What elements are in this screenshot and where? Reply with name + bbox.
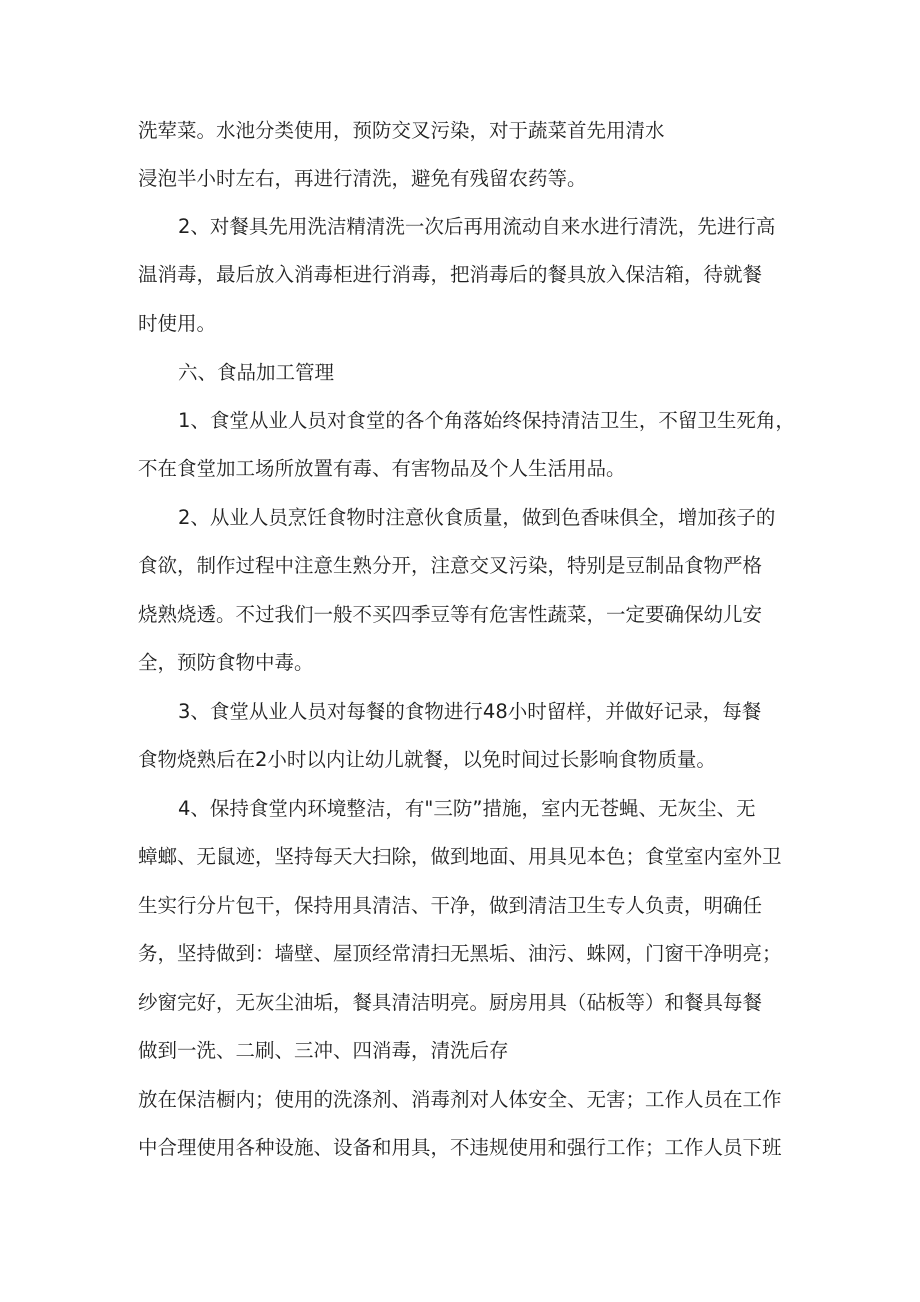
- text-line: 纱窗完好，无灰尘油垢，餐具清洁明亮。厨房用具（砧板等）和餐具每餐: [138, 991, 763, 1014]
- text-line: 务，坚持做到：墙壁、屋顶经常清扫无黑垢、油污、蛛网，门窗干净明亮；: [138, 942, 782, 965]
- text-line: 洗荤菜。水池分类使用，预防交叉污染，对于蔬菜首先用清水: [138, 119, 665, 142]
- text-line: 全，预防食物中毒。: [138, 651, 314, 674]
- text-line: 温消毒，最后放入消毒柜进行消毒，把消毒后的餐具放入保洁箱，待就餐: [138, 263, 763, 286]
- text-line: 食欲，制作过程中注意生熟分开，注意交叉污染，特别是豆制品食物严格: [138, 554, 763, 577]
- paragraph-start-line: 2、对餐具先用洗洁精清洗一次后再用流动自来水进行清洗，先进行高: [178, 215, 776, 238]
- text-line: 食物烧熟后在2小时以内让幼儿就餐，以免时间过长影响食物质量。: [138, 748, 716, 771]
- text-line: 蟑螂、无鼠迹，坚持每天大扫除，做到地面、用具见本色；食堂室内室外卫: [138, 845, 782, 868]
- text-line: 浸泡半小时左右，再进行清洗，避免有残留农药等。: [138, 167, 587, 190]
- text-line: 时使用。: [138, 312, 217, 335]
- text-line: 中合理使用各种设施、设备和用具，不违规使用和强行工作；工作人员下班: [138, 1136, 782, 1159]
- text-line: 不在食堂加工场所放置有毒、有害物品及个人生活用品。: [138, 457, 626, 480]
- paragraph-start-line: 3、食堂从业人员对每餐的食物进行48小时留样，并做好记录，每餐: [178, 700, 762, 723]
- text-line: 做到一洗、二刷、三冲、四消毒，清洗后存: [138, 1039, 509, 1062]
- paragraph-start-line: 1、食堂从业人员对食堂的各个角落始终保持清洁卫生，不留卫生死角，: [178, 409, 795, 432]
- section-heading: 六、食品加工管理: [178, 361, 335, 384]
- paragraph-start-line: 4、保持食堂内环境整洁，有"三防”措施，室内无苍蝇、无灰尘、无: [178, 797, 756, 820]
- text-line: 放在保洁橱内；使用的洗涤剂、消毒剂对人体安全、无害；工作人员在工作: [138, 1088, 782, 1111]
- paragraph-start-line: 2、从业人员烹饪食物时注意伙食质量，做到色香味俱全，增加孩子的: [178, 506, 776, 529]
- text-line: 生实行分片包干，保持用具清洁、干净，做到清洁卫生专人负责，明确任: [138, 894, 763, 917]
- text-line: 烧熟烧透。不过我们一般不买四季豆等有危害性蔬菜，一定要确保幼儿安: [138, 603, 763, 626]
